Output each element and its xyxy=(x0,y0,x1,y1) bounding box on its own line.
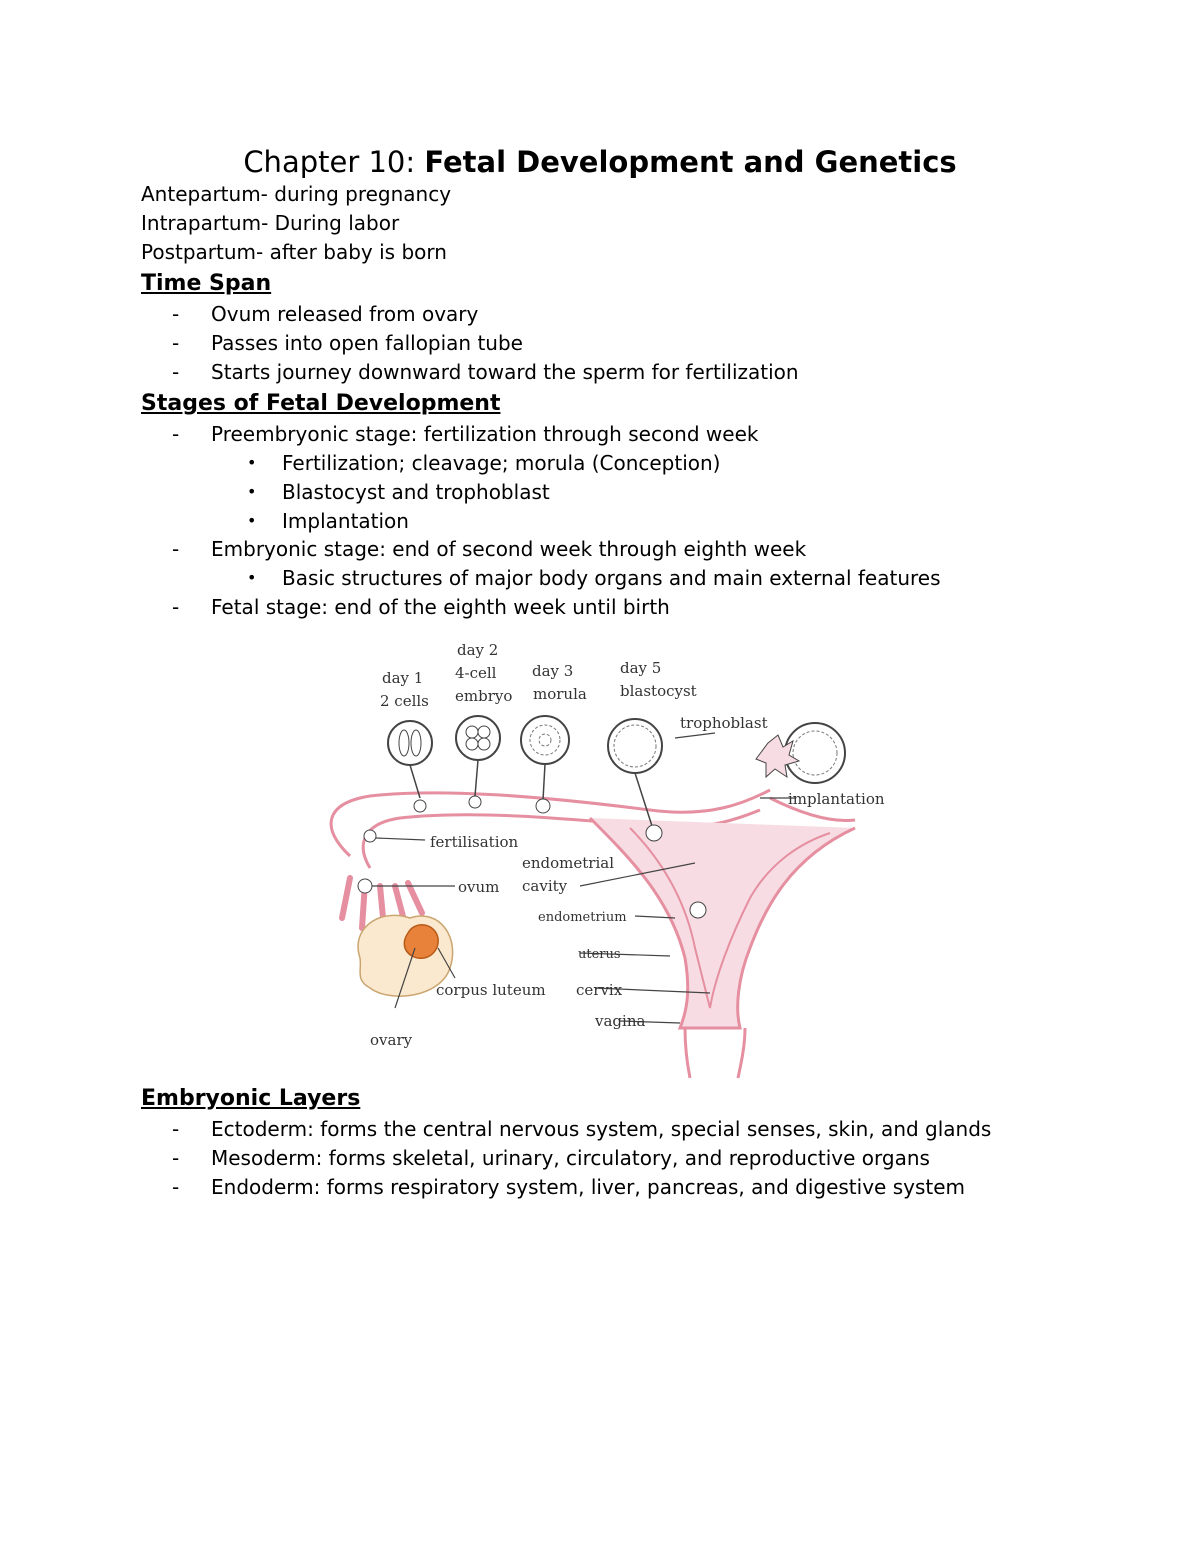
page-title xyxy=(0,144,1200,180)
layer-mesoderm: Mesoderm: forms skeletal, urinary, circulatory, and reproductive organs xyxy=(211,1146,930,1170)
day5-blastocyst xyxy=(608,719,662,773)
label-fertilisation: fertilisation xyxy=(430,833,519,851)
label-corpus-luteum: corpus luteum xyxy=(436,981,546,999)
dash-marker: - xyxy=(172,302,180,326)
implanting-embryo xyxy=(756,723,845,783)
label-endometrium: endometrium xyxy=(538,910,627,925)
uterus-outer xyxy=(590,818,855,1028)
label-cervix: cervix xyxy=(576,981,623,999)
fertilisation-marker xyxy=(364,830,376,842)
label-day3-morula: morula xyxy=(533,685,587,703)
preembryonic-bullet: Fertilization; cleavage; morula (Conception) xyxy=(282,451,721,475)
heading-embryonic-layers: Embryonic Layers xyxy=(141,1086,361,1111)
bullet-marker: • xyxy=(247,453,257,472)
dash-marker: - xyxy=(172,537,180,561)
bullet-marker: • xyxy=(247,482,257,501)
tube-embryo xyxy=(646,825,662,841)
dash-marker: - xyxy=(172,360,180,384)
reproductive-tract-diagram xyxy=(290,628,910,1080)
preembryonic-bullet: Implantation xyxy=(282,509,409,533)
time-span-item: Ovum released from ovary xyxy=(211,302,479,326)
tube-embryo xyxy=(469,796,481,808)
time-span-item: Starts journey downward toward the sperm for fertilization xyxy=(211,360,799,384)
day1-cell xyxy=(388,721,432,765)
definition-intrapartum: Intrapartum- During labor xyxy=(141,211,400,235)
bullet-marker: • xyxy=(247,568,257,587)
day2-cell xyxy=(456,716,500,760)
dash-marker: - xyxy=(172,1117,180,1141)
embryonic-bullet: Basic structures of major body organs and main external features xyxy=(282,566,941,590)
ovum-marker xyxy=(358,879,372,893)
dash-marker: - xyxy=(172,1146,180,1170)
implanted-marker xyxy=(690,902,706,918)
preembryonic-bullet: Blastocyst and trophoblast xyxy=(282,480,550,504)
corpus-luteum xyxy=(404,925,438,958)
stage-embryonic: Embryonic stage: end of second week through eighth week xyxy=(211,537,807,561)
label-ovary: ovary xyxy=(370,1031,413,1049)
title-bold: Fetal Development and Genetics xyxy=(424,145,957,179)
vagina xyxy=(685,1028,745,1078)
tube-embryo xyxy=(536,799,550,813)
time-span-item: Passes into open fallopian tube xyxy=(211,331,523,355)
label-uterus: uterus xyxy=(578,947,621,962)
label-cavity: cavity xyxy=(522,877,568,895)
label-endometrial: endometrial xyxy=(522,854,615,872)
dash-marker: - xyxy=(172,1175,180,1199)
label-vagina: vagina xyxy=(595,1012,646,1030)
layer-ectoderm: Ectoderm: forms the central nervous system, special senses, skin, and glands xyxy=(211,1117,992,1141)
bullet-marker: • xyxy=(247,511,257,530)
layer-endoderm: Endoderm: forms respiratory system, liver, pancreas, and digestive system xyxy=(211,1175,966,1199)
tube-embryo xyxy=(414,800,426,812)
dash-marker: - xyxy=(172,422,180,446)
heading-time-span: Time Span xyxy=(141,271,272,296)
title-prefix: Chapter 10: xyxy=(243,145,425,179)
label-day1: day 1 xyxy=(382,669,424,687)
heading-stages: Stages of Fetal Development xyxy=(141,391,501,416)
day3-morula xyxy=(521,716,569,764)
label-day2-cell: 4-cell xyxy=(455,664,497,682)
label-day5: day 5 xyxy=(620,659,662,677)
definition-postpartum: Postpartum- after baby is born xyxy=(141,240,447,264)
definition-antepartum: Antepartum- during pregnancy xyxy=(141,182,452,206)
label-ovum: ovum xyxy=(458,878,500,896)
label-implantation: implantation xyxy=(788,790,885,808)
dash-marker: - xyxy=(172,595,180,619)
stage-fetal: Fetal stage: end of the eighth week until birth xyxy=(211,595,670,619)
label-day3: day 3 xyxy=(532,662,574,680)
label-trophoblast: trophoblast xyxy=(680,714,768,732)
dash-marker: - xyxy=(172,331,180,355)
label-day2-embryo: embryo xyxy=(455,687,513,705)
label-day2: day 2 xyxy=(457,641,499,659)
label-day1-cells: 2 cells xyxy=(380,692,429,710)
label-day5-blastocyst: blastocyst xyxy=(620,682,697,700)
stage-preembryonic: Preembryonic stage: fertilization through second week xyxy=(211,422,759,446)
